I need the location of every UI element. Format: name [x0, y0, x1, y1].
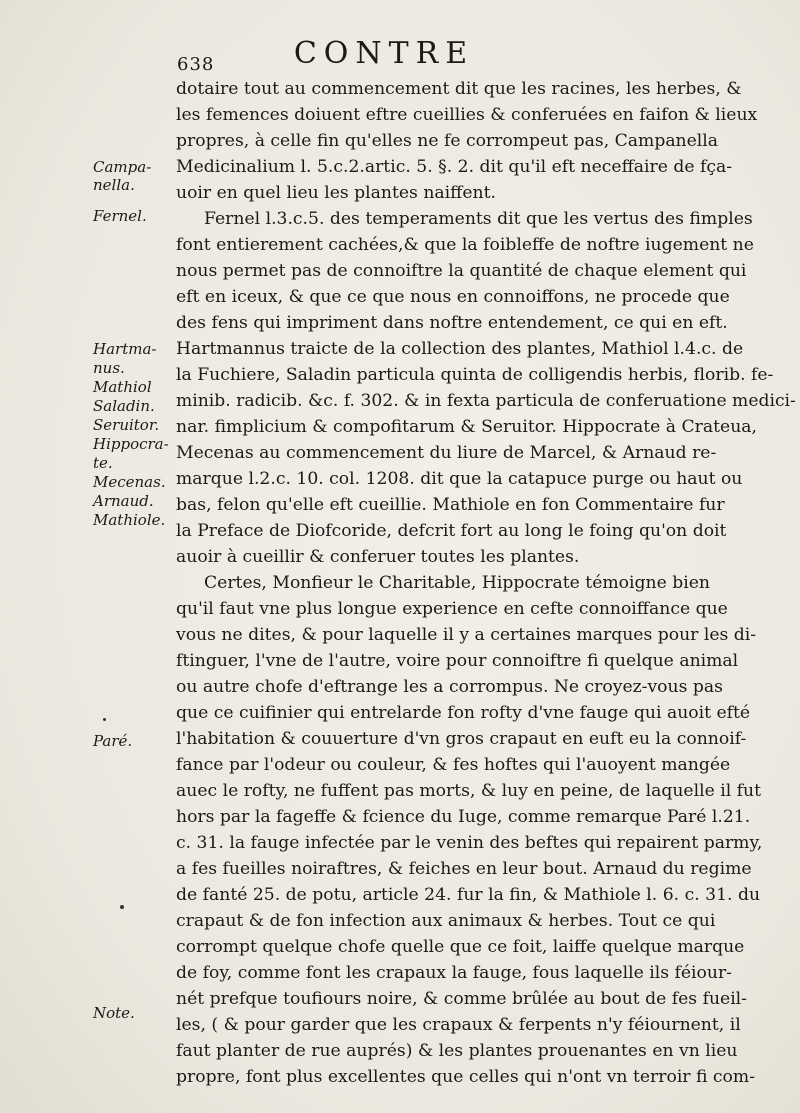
- text-line: nous permet pas de connoiftre la quantité de chaque element qui: [176, 261, 747, 281]
- text-line: corrompt quelque chofe quelle que ce foit, laiffe quelque marque: [176, 937, 745, 957]
- margin-note-fernel: Fernel.: [93, 207, 147, 225]
- text-line: crapaut & de fon infection aux animaux & herbes. Tout ce qui: [176, 911, 716, 931]
- text-line: marque l.2.c. 10. col. 1208. dit que la catapuce purge ou haut ou: [176, 469, 743, 489]
- text-line: propres, à celle fin qu'elles ne fe corrompeut pas, Campanella: [176, 131, 719, 151]
- text-line: la Fuchiere, Saladin particula quinta de colligendis herbis, florib. fe-: [176, 365, 774, 385]
- text-line: Certes, Monfieur le Charitable, Hippocrate témoigne bien: [204, 573, 710, 593]
- text-line: auec le rofty, ne fuffent pas morts, & luy en peine, de laquelle il fut: [176, 781, 761, 801]
- text-line: a fes fueilles noiraftres, & feiches en leur bout. Arnaud du regime: [176, 859, 752, 879]
- text-line: bas, felon qu'elle eft cueillie. Mathiole en fon Commentaire fur: [176, 495, 725, 515]
- text-line: ftinguer, l'vne de l'autre, voire pour connoiftre fi quelque animal: [176, 651, 739, 671]
- text-line: ou autre chofe d'eftrange les a corrompus. Ne croyez-vous pas: [176, 677, 723, 697]
- text-line: c. 31. la fauge infectée par le venin des beftes qui repairent parmy,: [176, 833, 763, 853]
- text-line: Hartmannus traicte de la collection des plantes, Mathiol l.4.c. de: [176, 339, 744, 359]
- text-line: hors par la fageffe & fcience du Iuge, comme remarque Paré l.21.: [176, 807, 751, 827]
- text-line: que ce cuifinier qui entrelarde fon rofty d'vne fauge qui auoit efté: [176, 703, 751, 723]
- text-line: l'habitation & couuerture d'vn gros crapaut en euft eu la connoif-: [176, 729, 747, 749]
- text-line: qu'il faut vne plus longue experience en cefte connoiffance que: [176, 599, 728, 619]
- text-line: propre, font plus excellentes que celles qui n'ont vn terroir fi com-: [176, 1067, 755, 1087]
- text-line: dotaire tout au commencement dit que les racines, les herbes, &: [176, 79, 742, 99]
- margin-note-pare: Paré.: [93, 732, 133, 750]
- margin-note-authors: Hartma- nus. Mathiol Saladin. Seruitor. Hippocra- te. Mecenas. Arnaud. Mathiole.: [93, 340, 169, 529]
- text-line: font entierement cachées,& que la foibleffe de noftre iugement ne: [176, 235, 754, 255]
- running-head: CONTRE: [293, 36, 475, 71]
- text-line: de foy, comme font les crapaux la fauge, fous laquelle ils féiour-: [176, 963, 732, 983]
- text-line: eft en iceux, & que ce que nous en connoiffons, ne procede que: [176, 287, 730, 307]
- text-line: auoir à cueillir & conferuer toutes les plantes.: [176, 547, 580, 567]
- text-line: la Preface de Diofcoride, defcrit fort au long le foing qu'on doit: [176, 521, 727, 541]
- ink-speck: [120, 905, 124, 909]
- text-line: faut planter de rue auprés) & les plantes prouenantes en vn lieu: [176, 1041, 738, 1061]
- margin-note-campanella: Campa- nella.: [93, 158, 152, 194]
- text-line: de fanté 25. de potu, article 24. fur la fin, & Mathiole l. 6. c. 31. du: [176, 885, 761, 905]
- text-line: uoir en quel lieu les plantes naiffent.: [176, 183, 496, 203]
- margin-note-note: Note.: [93, 1004, 135, 1022]
- ink-speck: [103, 718, 106, 721]
- text-line: Medicinalium l. 5.c.2.artic. 5. §. 2. dit qu'il eft neceffaire de fça-: [176, 157, 733, 177]
- text-line: Fernel l.3.c.5. des temperaments dit que les vertus des fimples: [204, 209, 753, 229]
- text-line: minib. radicib. &c. f. 302. & in fexta particula de conferuatione medici-: [176, 391, 796, 411]
- text-line: nar. fimplicium & compofitarum & Seruitor. Hippocrate à Crateua,: [176, 417, 757, 437]
- text-line: les, ( & pour garder que les crapaux & ferpents n'y féiournent, il: [176, 1015, 741, 1035]
- text-line: fance par l'odeur ou couleur, & fes hoftes qui l'auoyent mangée: [176, 755, 731, 775]
- text-line: des fens qui impriment dans noftre entendement, ce qui en eft.: [176, 313, 728, 333]
- text-line: vous ne dites, & pour laquelle il y a certaines marques pour les di-: [176, 625, 757, 645]
- text-line: nét prefque toufiours noire, & comme brûlée au bout de fes fueil-: [176, 989, 747, 1009]
- body-text: [176, 76, 796, 1090]
- page-number: 638: [177, 54, 215, 75]
- text-line: Mecenas au commencement du liure de Marcel, & Arnaud re-: [176, 443, 717, 463]
- text-line: les femences doiuent eftre cueillies & conferuées en faifon & lieux: [176, 105, 758, 125]
